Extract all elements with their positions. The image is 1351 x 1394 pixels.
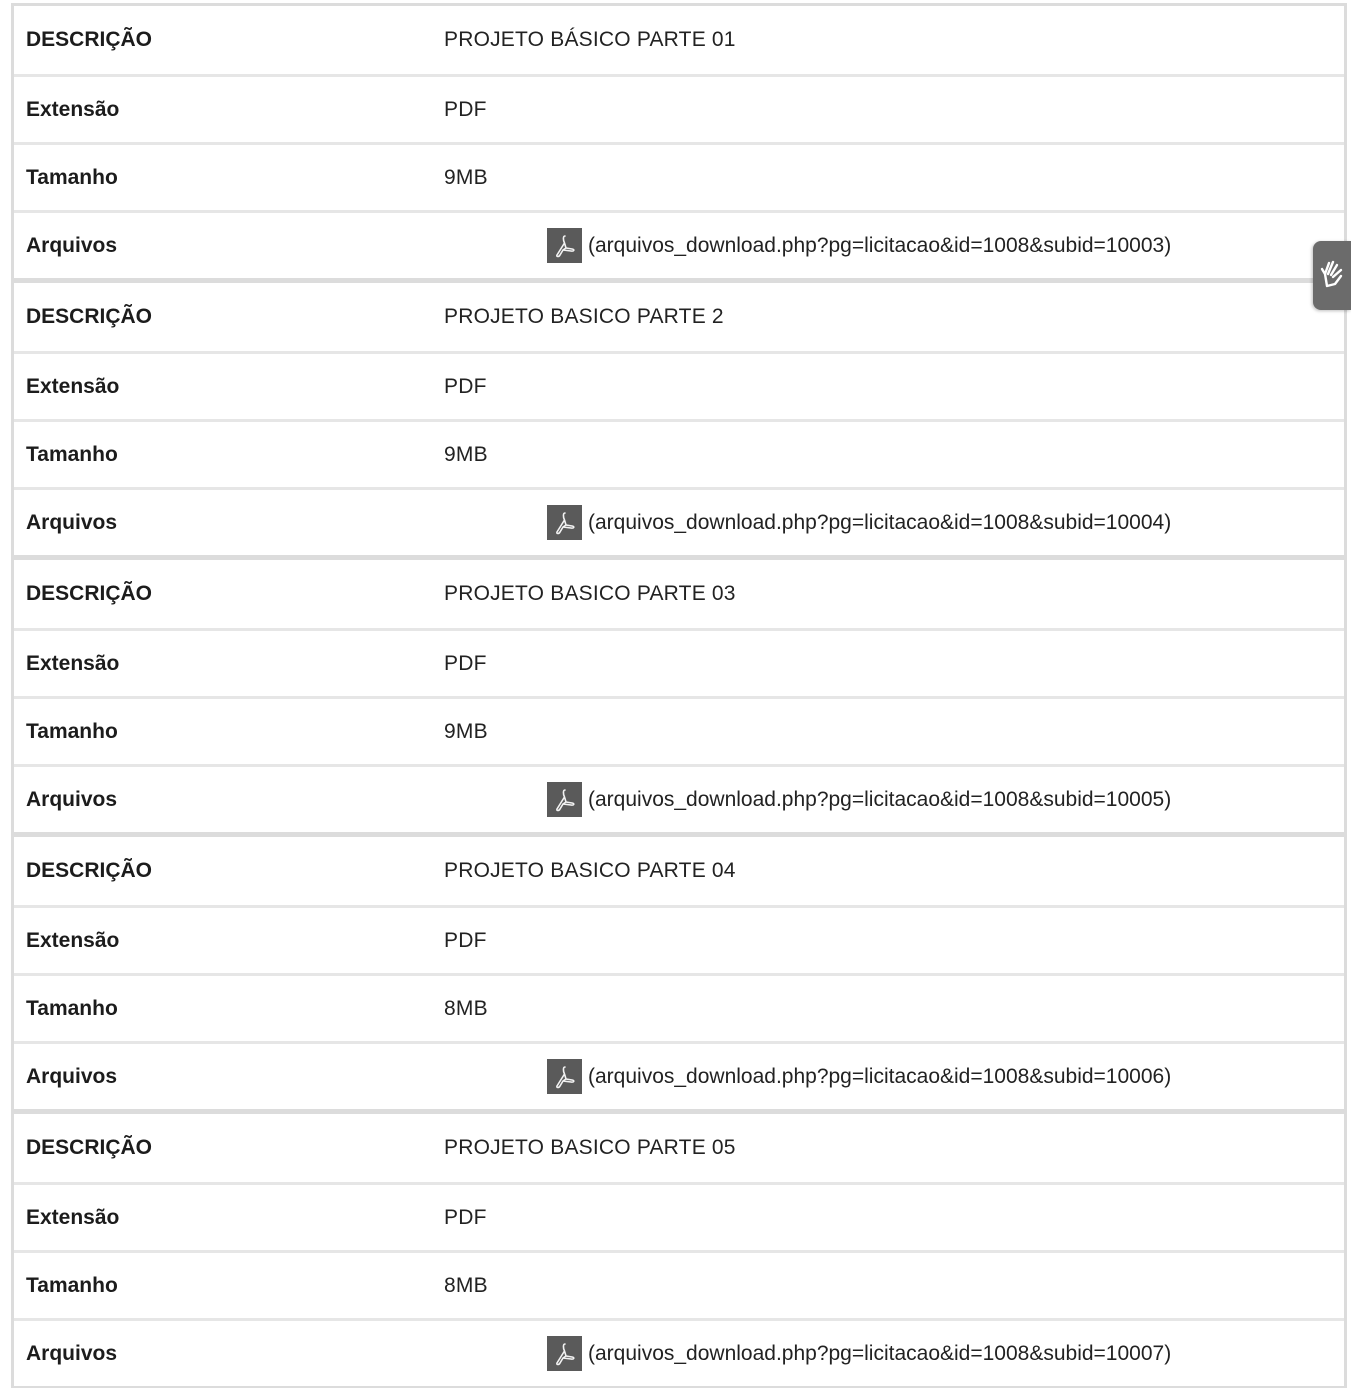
extension-label: Extensão bbox=[26, 651, 120, 675]
description-value: PROJETO BASICO PARTE 05 bbox=[444, 1136, 736, 1159]
file-download-link[interactable]: (arquivos_download.php?pg=licitacao&id=1008&subid=10004) bbox=[588, 510, 1172, 534]
description-row bbox=[14, 1114, 1344, 1182]
size-row bbox=[14, 973, 1344, 1041]
accessibility-widget-button[interactable] bbox=[1313, 241, 1351, 310]
pdf-icon[interactable] bbox=[547, 1336, 582, 1371]
files-label: Arquivos bbox=[26, 1064, 118, 1088]
size-label: Tamanho bbox=[26, 442, 118, 466]
file-cell bbox=[444, 228, 1344, 263]
description-label: DESCRIÇÃO bbox=[26, 305, 153, 328]
extension-row bbox=[14, 905, 1344, 973]
extension-value: PDF bbox=[444, 1205, 487, 1229]
extension-value: PDF bbox=[444, 928, 487, 952]
extension-label: Extensão bbox=[26, 374, 120, 398]
extension-label: Extensão bbox=[26, 1205, 120, 1229]
description-row bbox=[14, 6, 1344, 74]
size-label: Tamanho bbox=[26, 719, 118, 743]
extension-value: PDF bbox=[444, 651, 487, 675]
extension-label: Extensão bbox=[26, 928, 120, 952]
description-row bbox=[14, 837, 1344, 905]
file-cell bbox=[444, 782, 1344, 817]
file-block bbox=[11, 834, 1347, 1111]
extension-row bbox=[14, 628, 1344, 696]
description-value: PROJETO BÁSICO PARTE 01 bbox=[444, 28, 736, 51]
pdf-icon[interactable] bbox=[547, 228, 582, 263]
size-value: 9MB bbox=[444, 165, 488, 189]
extension-row bbox=[14, 74, 1344, 142]
size-label: Tamanho bbox=[26, 1273, 118, 1297]
size-row bbox=[14, 1250, 1344, 1318]
extension-value: PDF bbox=[444, 374, 487, 398]
file-download-link[interactable]: (arquivos_download.php?pg=licitacao&id=1008&subid=10006) bbox=[588, 1064, 1172, 1088]
size-value: 9MB bbox=[444, 719, 488, 743]
file-download-link[interactable]: (arquivos_download.php?pg=licitacao&id=1008&subid=10005) bbox=[588, 787, 1172, 811]
size-label: Tamanho bbox=[26, 165, 118, 189]
size-label: Tamanho bbox=[26, 996, 118, 1020]
extension-row bbox=[14, 351, 1344, 419]
size-value: 8MB bbox=[444, 996, 488, 1020]
sign-language-hand-icon bbox=[1319, 258, 1345, 293]
description-label: DESCRIÇÃO bbox=[26, 1136, 153, 1159]
file-block bbox=[11, 1111, 1347, 1388]
description-label: DESCRIÇÃO bbox=[26, 582, 153, 605]
files-row bbox=[14, 487, 1344, 555]
description-row bbox=[14, 283, 1344, 351]
extension-label: Extensão bbox=[26, 97, 120, 121]
file-cell bbox=[444, 1336, 1344, 1371]
pdf-icon[interactable] bbox=[547, 782, 582, 817]
file-list bbox=[11, 3, 1347, 1388]
files-row bbox=[14, 1041, 1344, 1109]
extension-value: PDF bbox=[444, 97, 487, 121]
size-row bbox=[14, 142, 1344, 210]
file-block bbox=[11, 280, 1347, 557]
extension-row bbox=[14, 1182, 1344, 1250]
file-cell bbox=[444, 505, 1344, 540]
files-row bbox=[14, 210, 1344, 278]
description-value: PROJETO BASICO PARTE 04 bbox=[444, 859, 736, 882]
pdf-icon[interactable] bbox=[547, 505, 582, 540]
files-row bbox=[14, 1318, 1344, 1386]
file-download-link[interactable]: (arquivos_download.php?pg=licitacao&id=1008&subid=10003) bbox=[588, 233, 1172, 257]
files-label: Arquivos bbox=[26, 233, 118, 257]
size-value: 8MB bbox=[444, 1273, 488, 1297]
size-value: 9MB bbox=[444, 442, 488, 466]
description-label: DESCRIÇÃO bbox=[26, 859, 153, 882]
size-row bbox=[14, 419, 1344, 487]
description-row bbox=[14, 560, 1344, 628]
description-value: PROJETO BASICO PARTE 2 bbox=[444, 305, 724, 328]
files-label: Arquivos bbox=[26, 1341, 118, 1365]
files-label: Arquivos bbox=[26, 787, 118, 811]
pdf-icon[interactable] bbox=[547, 1059, 582, 1094]
size-row bbox=[14, 696, 1344, 764]
file-block bbox=[11, 557, 1347, 834]
description-label: DESCRIÇÃO bbox=[26, 28, 153, 51]
file-download-link[interactable]: (arquivos_download.php?pg=licitacao&id=1008&subid=10007) bbox=[588, 1341, 1172, 1365]
file-block bbox=[11, 3, 1347, 280]
files-label: Arquivos bbox=[26, 510, 118, 534]
description-value: PROJETO BASICO PARTE 03 bbox=[444, 582, 736, 605]
files-row bbox=[14, 764, 1344, 832]
file-cell bbox=[444, 1059, 1344, 1094]
